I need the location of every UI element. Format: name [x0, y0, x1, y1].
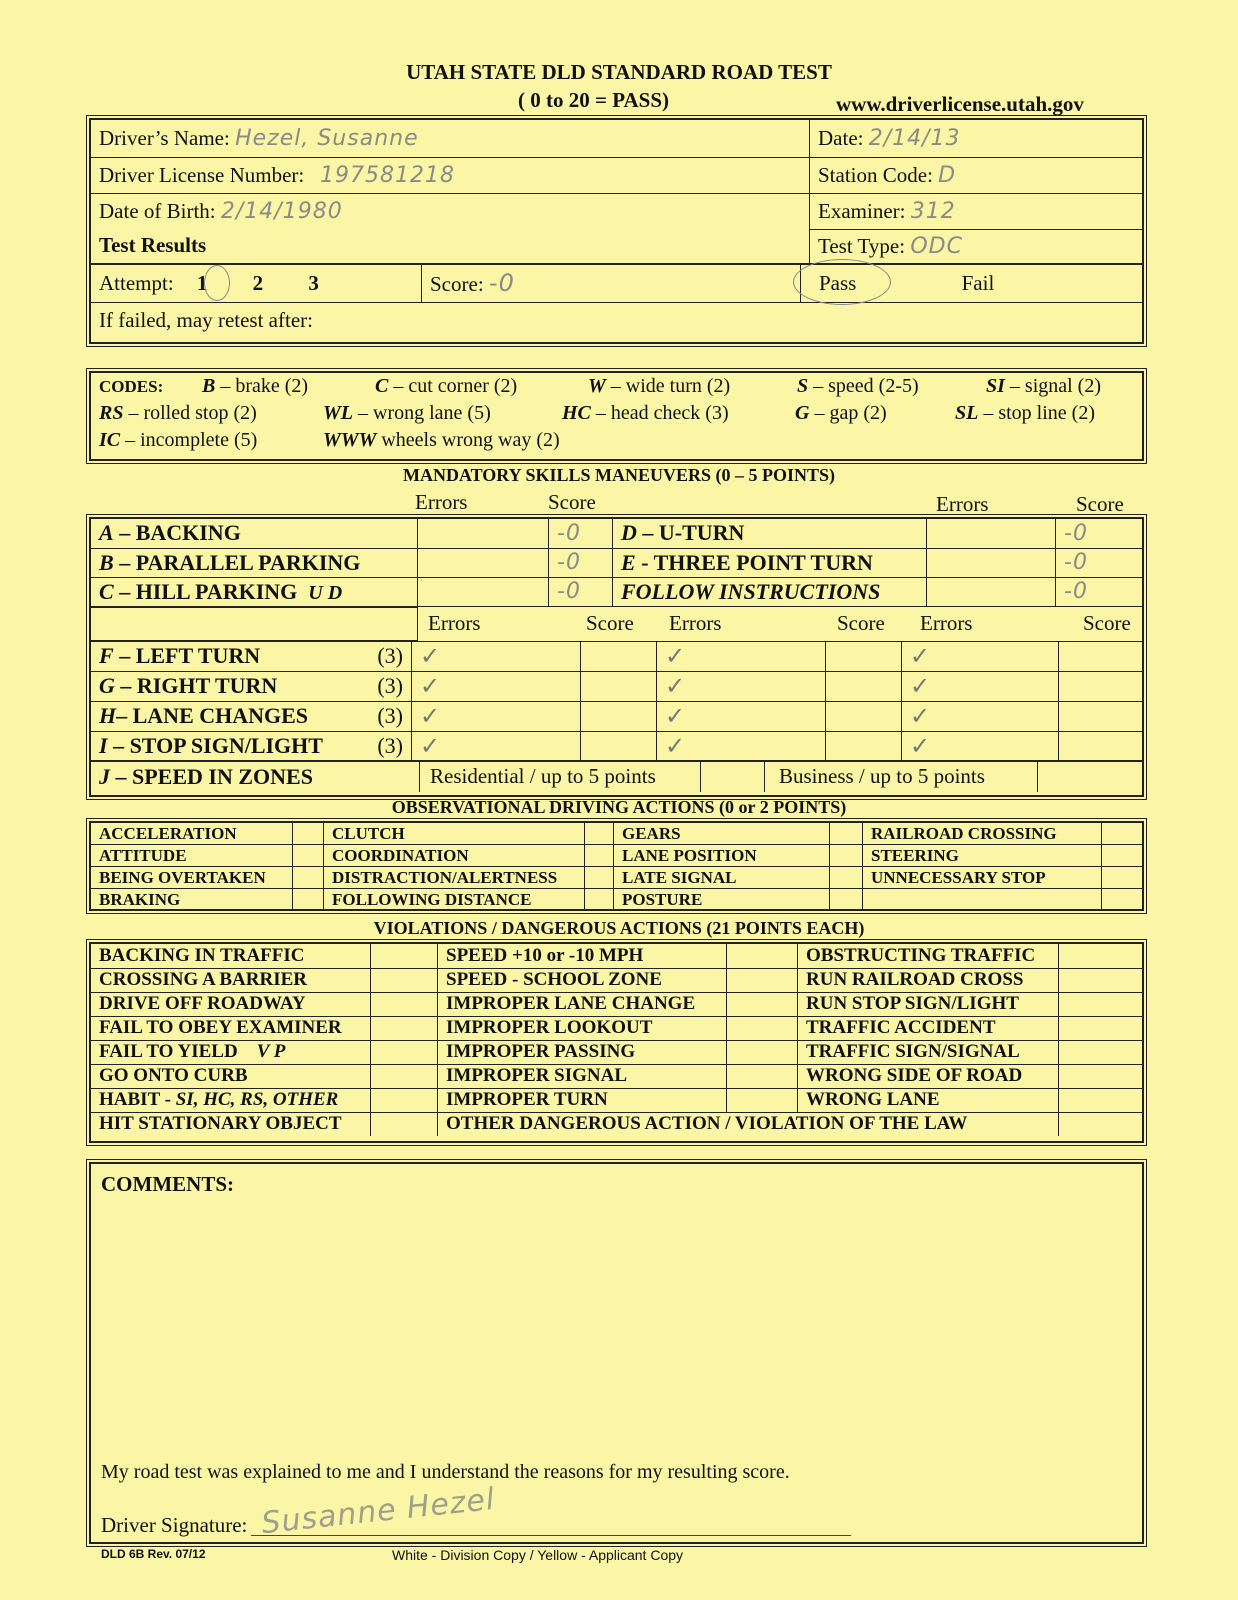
- retest-label: If failed, may retest after:: [91, 302, 1142, 339]
- code-ic-desc: – incomplete (5): [120, 429, 258, 451]
- code-rs: RS: [99, 402, 124, 424]
- left-turn-score-1[interactable]: [581, 641, 657, 671]
- lane-change-errors-2[interactable]: ✓: [657, 701, 826, 731]
- obs-empty: [863, 889, 1102, 911]
- observational-title: OBSERVATIONAL DRIVING ACTIONS (0 or 2 POINTS): [391, 797, 847, 817]
- speed-zones-code: J: [99, 763, 110, 789]
- turns-score-1: Score: [586, 611, 634, 635]
- station-label: Station Code:: [818, 162, 933, 187]
- hill-score[interactable]: -0: [549, 577, 613, 606]
- obs-lane-position[interactable]: LANE POSITION: [614, 845, 830, 867]
- backing-score[interactable]: -0: [549, 519, 613, 548]
- pass-criteria: ( 0 to 20 = PASS): [518, 88, 669, 112]
- code-c: C: [375, 375, 389, 397]
- attempt-2[interactable]: 2: [252, 270, 264, 295]
- code-g-desc: – gap (2): [809, 402, 887, 424]
- obs-attitude[interactable]: ATTITUDE: [91, 845, 293, 867]
- comments-label: COMMENTS:: [101, 1172, 234, 1196]
- code-c-desc: – cut corner (2): [388, 375, 518, 397]
- attempt-circle: [204, 265, 230, 301]
- comments-box[interactable]: [89, 1162, 1144, 1544]
- right-turn-score-1[interactable]: [581, 671, 657, 701]
- license-value[interactable]: 197581218: [320, 162, 455, 188]
- license-label: Driver License Number:: [99, 162, 305, 187]
- form-number: DLD 6B Rev. 07/12: [101, 1547, 206, 1561]
- left-turn-errors-2[interactable]: ✓: [657, 641, 826, 671]
- right-turn-errors-2[interactable]: ✓: [657, 671, 826, 701]
- code-si-desc: – signal (2): [1004, 375, 1101, 397]
- code-sl: SL: [955, 402, 979, 424]
- follow-instructions-label: FOLLOW INSTRUCTIONS: [613, 577, 927, 606]
- obs-following-distance[interactable]: FOLLOWING DISTANCE: [324, 889, 585, 911]
- vio-improper-turn[interactable]: IMPROPER TURN: [438, 1088, 727, 1112]
- lane-change-errors-1[interactable]: ✓: [412, 701, 581, 731]
- code-wl-desc: – wrong lane (5): [353, 402, 491, 424]
- parallel-label: – PARALLEL PARKING: [113, 549, 361, 575]
- copy-distribution: White - Division Copy / Yellow - Applicant Copy: [392, 1547, 684, 1563]
- dob-label: Date of Birth:: [99, 198, 216, 223]
- code-www-desc: wheels wrong way (2): [376, 429, 560, 451]
- turns-score-2: Score: [837, 611, 885, 635]
- code-w: W: [588, 375, 606, 397]
- hill-up-down: U D: [308, 581, 343, 604]
- observational-box: [89, 821, 1144, 911]
- obs-posture[interactable]: POSTURE: [614, 889, 830, 911]
- attempt-1[interactable]: 1: [196, 270, 208, 295]
- vio-speed[interactable]: SPEED +10 or -10 MPH: [438, 944, 727, 968]
- turns-score-3: Score: [1083, 611, 1131, 635]
- obs-coordination[interactable]: COORDINATION: [324, 845, 585, 867]
- examiner-label: Examiner:: [818, 198, 906, 223]
- form-title: UTAH STATE DLD STANDARD ROAD TEST: [406, 60, 832, 84]
- code-b: B: [202, 375, 216, 397]
- obs-clutch[interactable]: CLUTCH: [324, 823, 585, 845]
- maneuvers-box: [89, 517, 1144, 797]
- uturn-errors[interactable]: [927, 519, 1056, 548]
- turns-errors-3: Errors: [920, 611, 973, 635]
- parallel-errors[interactable]: [418, 548, 549, 577]
- name-value[interactable]: Hezel, Susanne: [235, 125, 419, 151]
- explanation-statement: My road test was explained to me and I understand the reasons for my resulting score.: [101, 1461, 790, 1483]
- turns-errors-1: Errors: [428, 611, 481, 635]
- vio-other-dangerous-action[interactable]: OTHER DANGEROUS ACTION / VIOLATION OF THE LAW: [438, 1112, 1059, 1136]
- vio-traffic-sign[interactable]: TRAFFIC SIGN/SIGNAL: [798, 1040, 1059, 1064]
- lane-change-score-1[interactable]: [581, 701, 657, 731]
- parallel-code: B: [99, 549, 114, 575]
- code-hc: HC: [562, 402, 591, 424]
- mandatory-errors-header-left: Errors: [415, 490, 468, 514]
- signature-line: [251, 1535, 851, 1536]
- obs-distraction[interactable]: DISTRACTION/ALERTNESS: [324, 867, 585, 889]
- hill-errors[interactable]: [418, 577, 549, 606]
- backing-errors[interactable]: [418, 519, 549, 548]
- lane-change-score-2[interactable]: [826, 701, 902, 731]
- three-point-code: E: [621, 549, 636, 575]
- mandatory-score-header-left: Score: [548, 490, 596, 514]
- parallel-score[interactable]: -0: [549, 548, 613, 577]
- stop-sign-score-2[interactable]: [826, 731, 902, 760]
- driver-info-box: [89, 118, 1144, 344]
- score-value[interactable]: -0: [488, 269, 515, 297]
- uturn-code: D: [621, 520, 637, 546]
- vio-yield-options: V P: [256, 1041, 286, 1062]
- stop-sign-score-1[interactable]: [581, 731, 657, 760]
- stop-sign-score-3[interactable]: [1059, 731, 1143, 760]
- right-turn-errors-3[interactable]: ✓: [902, 671, 1059, 701]
- violations-title: VIOLATIONS / DANGEROUS ACTIONS (21 POINTS EACH): [373, 918, 865, 938]
- examiner-value[interactable]: 312: [910, 198, 956, 224]
- left-turn-label: – LEFT TURN: [113, 643, 261, 668]
- left-turn-score-3[interactable]: [1059, 641, 1143, 671]
- code-hc-desc: – head check (3): [590, 402, 729, 424]
- mandatory-title: MANDATORY SKILLS MANEUVERS (0 – 5 POINTS): [402, 465, 836, 485]
- left-turn-errors-1[interactable]: ✓: [412, 641, 581, 671]
- vio-obstructing-traffic[interactable]: OBSTRUCTING TRAFFIC: [798, 944, 1059, 968]
- obs-acceleration[interactable]: ACCELERATION: [91, 823, 293, 845]
- website: www.driverlicense.utah.gov: [836, 92, 1084, 116]
- left-turn-code: F: [99, 643, 114, 668]
- code-w-desc: – wide turn (2): [605, 375, 731, 397]
- vio-backing-in-traffic[interactable]: BACKING IN TRAFFIC: [91, 944, 371, 968]
- speed-zones-label: – SPEED IN ZONES: [110, 763, 313, 789]
- vio-traffic-accident[interactable]: TRAFFIC ACCIDENT: [798, 1016, 1059, 1040]
- stop-sign-label: – STOP SIGN/LIGHT: [107, 732, 323, 758]
- three-point-score[interactable]: -0: [1056, 548, 1143, 577]
- vio-run-stop-sign[interactable]: RUN STOP SIGN/LIGHT: [798, 992, 1059, 1016]
- lane-change-points: (3): [377, 703, 403, 728]
- backing-code: A: [99, 520, 114, 546]
- follow-instructions-score[interactable]: -0: [1056, 577, 1143, 606]
- obs-unnecessary-stop[interactable]: UNNECESSARY STOP: [863, 867, 1102, 889]
- obs-railroad-crossing[interactable]: RAILROAD CROSSING: [863, 823, 1102, 845]
- stop-sign-code: I: [99, 732, 108, 758]
- residential-score[interactable]: [701, 761, 765, 792]
- date-value[interactable]: 2/14/13: [868, 125, 961, 151]
- lane-change-label: – LANE CHANGES: [116, 703, 309, 728]
- business-zone[interactable]: Business / up to 5 points: [765, 761, 1038, 792]
- backing-label: – BACKING: [113, 520, 241, 546]
- business-score[interactable]: [1038, 761, 1143, 792]
- code-b-desc: – brake (2): [215, 375, 309, 397]
- obs-braking[interactable]: BRAKING: [91, 889, 293, 911]
- lane-change-score-3[interactable]: [1059, 701, 1143, 731]
- mandatory-errors-header-right: Errors: [936, 492, 989, 516]
- left-turn-errors-3[interactable]: ✓: [902, 641, 1059, 671]
- vio-wrong-lane[interactable]: WRONG LANE: [798, 1088, 1059, 1112]
- obs-late-signal[interactable]: LATE SIGNAL: [614, 867, 830, 889]
- lane-change-errors-3[interactable]: ✓: [902, 701, 1059, 731]
- right-turn-score-3[interactable]: [1059, 671, 1143, 701]
- vio-wrong-side-of-road[interactable]: WRONG SIDE OF ROAD: [798, 1064, 1059, 1088]
- stop-sign-points: (3): [377, 732, 403, 758]
- vio-speed-school-zone[interactable]: SPEED - SCHOOL ZONE: [438, 968, 727, 992]
- three-point-label: - THREE POINT TURN: [635, 549, 873, 575]
- right-turn-label: – RIGHT TURN: [114, 673, 278, 698]
- code-rs-desc: – rolled stop (2): [123, 402, 257, 424]
- fail-option[interactable]: Fail: [961, 270, 995, 295]
- mandatory-score-header-right: Score: [1076, 492, 1124, 516]
- vio-run-railroad-cross[interactable]: RUN RAILROAD CROSS: [798, 968, 1059, 992]
- uturn-label: – U-TURN: [636, 520, 745, 546]
- signature-label: Driver Signature:: [101, 1513, 248, 1537]
- driver-signature[interactable]: Susanne Hezel: [259, 1481, 497, 1542]
- right-turn-score-2[interactable]: [826, 671, 902, 701]
- vio-improper-lookout[interactable]: IMPROPER LOOKOUT: [438, 1016, 727, 1040]
- station-value[interactable]: D: [938, 162, 957, 188]
- codes-box: [89, 371, 1144, 461]
- vio-habit-options: SI, HC, RS, OTHER: [175, 1089, 339, 1110]
- name-label: Driver’s Name:: [99, 125, 230, 150]
- stop-sign-errors-1[interactable]: ✓: [412, 731, 581, 760]
- violations-box: [89, 942, 1144, 1143]
- vio-go-onto-curb[interactable]: GO ONTO CURB: [91, 1064, 371, 1088]
- right-turn-errors-1[interactable]: ✓: [412, 671, 581, 701]
- obs-being-overtaken[interactable]: BEING OVERTAKEN: [91, 867, 293, 889]
- obs-steering[interactable]: STEERING: [863, 845, 1102, 867]
- pass-option[interactable]: Pass: [819, 270, 857, 295]
- follow-instructions-errors[interactable]: [927, 577, 1056, 606]
- lane-change-code: H: [99, 703, 117, 728]
- code-g: G: [795, 402, 810, 424]
- vio-habit[interactable]: HABIT -: [99, 1089, 176, 1110]
- code-s: S: [797, 375, 809, 397]
- vio-improper-passing[interactable]: IMPROPER PASSING: [438, 1040, 727, 1064]
- codes-label: CODES:: [99, 377, 164, 396]
- test-type-value[interactable]: ODC: [910, 233, 963, 259]
- vio-crossing-barrier[interactable]: CROSSING A BARRIER: [91, 968, 371, 992]
- left-turn-points: (3): [377, 643, 403, 668]
- date-label: Date:: [818, 125, 864, 150]
- code-s-desc: – speed (2-5): [808, 375, 919, 397]
- test-type-label: Test Type:: [818, 233, 906, 258]
- stop-sign-errors-2[interactable]: ✓: [657, 731, 826, 760]
- turns-errors-2: Errors: [669, 611, 722, 635]
- hill-code: C: [99, 578, 114, 604]
- three-point-errors[interactable]: [927, 548, 1056, 577]
- test-results-label: Test Results: [91, 229, 810, 263]
- dob-value[interactable]: 2/14/1980: [220, 198, 343, 224]
- code-si: SI: [986, 375, 1005, 397]
- attempt-3[interactable]: 3: [308, 270, 319, 295]
- attempt-label: Attempt:: [99, 270, 174, 295]
- pass-circle: [793, 259, 891, 305]
- left-turn-score-2[interactable]: [826, 641, 902, 671]
- residential-zone[interactable]: Residential / up to 5 points: [420, 761, 701, 792]
- hill-label: – HILL PARKING: [113, 578, 298, 604]
- vio-fail-to-obey[interactable]: FAIL TO OBEY EXAMINER: [91, 1016, 371, 1040]
- vio-improper-lane-change[interactable]: IMPROPER LANE CHANGE: [438, 992, 727, 1016]
- vio-hit-stationary-object[interactable]: HIT STATIONARY OBJECT: [91, 1112, 371, 1136]
- code-www: WWW: [323, 429, 377, 451]
- code-ic: IC: [99, 429, 121, 451]
- score-label: Score:: [430, 272, 484, 296]
- vio-improper-signal[interactable]: IMPROPER SIGNAL: [438, 1064, 727, 1088]
- obs-gears[interactable]: GEARS: [614, 823, 830, 845]
- right-turn-points: (3): [377, 673, 403, 698]
- right-turn-code: G: [99, 673, 115, 698]
- code-wl: WL: [323, 402, 353, 424]
- stop-sign-errors-3[interactable]: ✓: [902, 731, 1059, 760]
- code-sl-desc: – stop line (2): [978, 402, 1095, 424]
- vio-fail-to-yield[interactable]: FAIL TO YIELD: [99, 1041, 238, 1062]
- uturn-score[interactable]: -0: [1056, 519, 1143, 548]
- vio-drive-off-roadway[interactable]: DRIVE OFF ROADWAY: [91, 992, 371, 1016]
